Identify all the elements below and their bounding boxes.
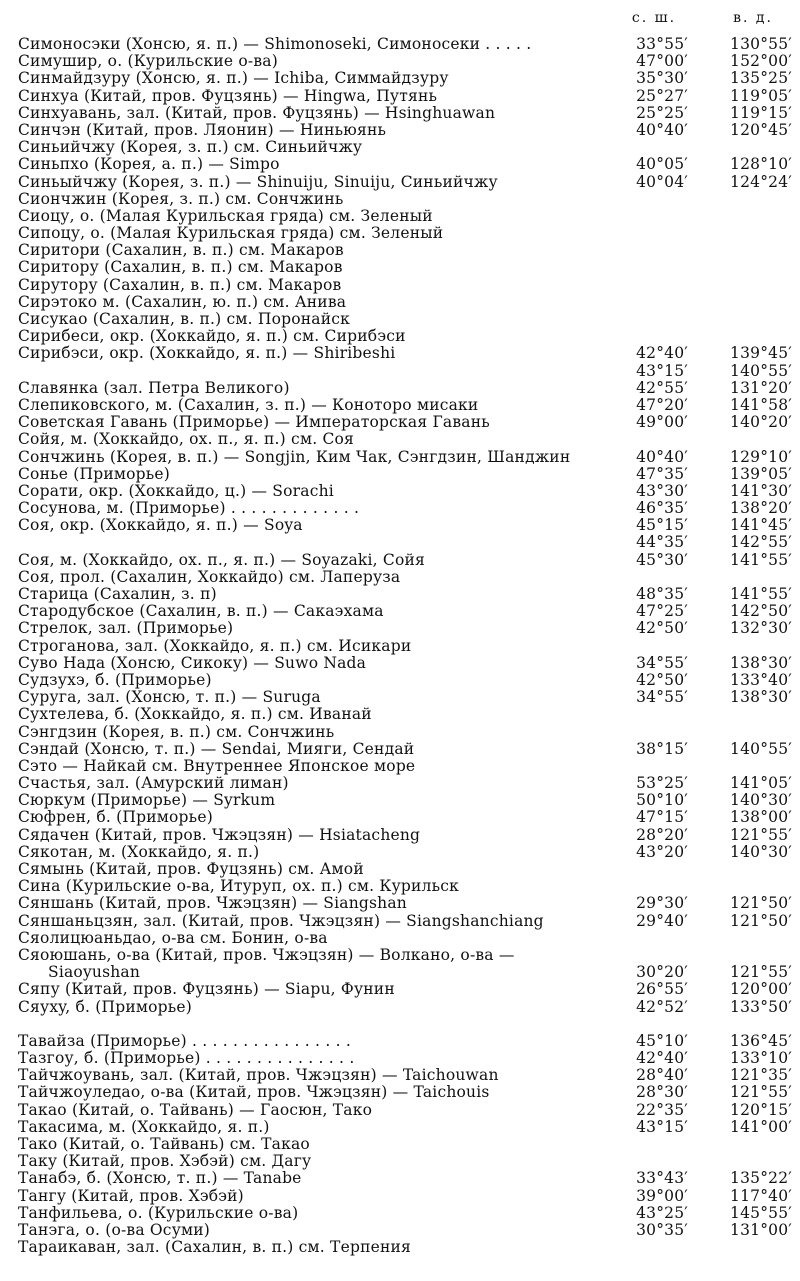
entry-longitude: 142°55′: [730, 533, 792, 552]
gazetteer-entries: [18, 36, 798, 1256]
entry-name: Сирибеси, окр. (Хоккайдо, я. п.) см. Сирибэси: [18, 328, 406, 346]
entry-name: Соя, прол. (Сахалин, Хоккайдо) см. Лаперуза: [18, 568, 401, 586]
entry-name: Синхуа (Китай, пров. Фуцзянь) — Hingwa, Путянь: [18, 87, 438, 105]
entry-longitude: 130°55′: [730, 35, 792, 53]
gazetteer-entry: [18, 139, 798, 156]
gazetteer-entry: [18, 1016, 798, 1033]
entry-name: Сорати, окр. (Хоккайдо, ц.) — Sorachi: [18, 482, 334, 500]
gazetteer-entry: [18, 569, 798, 586]
entry-longitude: 133°40′: [730, 670, 792, 689]
entry-name: Синьийчжу (Корея, з. п.) см. Синьийчжу: [18, 139, 363, 157]
entry-latitude: 40°40′: [636, 120, 688, 139]
entry-longitude: 136°45′: [730, 1031, 792, 1050]
entry-name: Сэто — Найкай см. Внутреннее Японское море: [18, 757, 416, 775]
entry-name: Строганова, зал. (Хоккайдо, я. п.) см. Исикари: [18, 637, 412, 655]
gazetteer-entry: [18, 964, 798, 981]
entry-latitude: 40°05′: [636, 155, 688, 174]
entry-name: Сирибэси, окр. (Хоккайдо, я. п.) — Shiribeshi: [18, 345, 396, 363]
gazetteer-entry: [18, 53, 798, 70]
entry-longitude: 152°00′: [730, 52, 792, 71]
gazetteer-entry: [18, 105, 798, 122]
entry-name: Симушир, о. (Курильские о-ва): [18, 53, 278, 71]
entry-name: Сядачен (Китай, пров. Чжэцзян) — Hsiatacheng: [18, 826, 421, 844]
gazetteer-entry: [18, 1222, 798, 1239]
entry-latitude: 49°00′: [636, 413, 688, 432]
gazetteer-entry: [18, 431, 798, 448]
entry-name: Стародубское (Сахалин, в. п.) — Сакаэхама: [18, 603, 384, 621]
entry-name: Сончжинь (Корея, в. п.) — Songjin, Ким Чак, Сэнгдзин, Шанджин: [18, 448, 571, 466]
entry-name: Танфильева, о. (Курильские о-ва): [18, 1204, 299, 1222]
gazetteer-entry: [18, 981, 798, 998]
gazetteer-entry: [18, 741, 798, 758]
entry-latitude: 25°25′: [636, 103, 688, 122]
entry-latitude: 47°00′: [636, 52, 688, 71]
gazetteer-entry: [18, 70, 798, 87]
entry-name: Сэнгдзин (Корея, в. п.) см. Сончжинь: [18, 723, 335, 741]
gazetteer-entry: [18, 999, 798, 1016]
entry-name: Сюркум (Приморье) — Syrkum: [18, 792, 276, 810]
longitude-header: в. д.: [733, 10, 773, 26]
entry-latitude: 42°52′: [636, 997, 688, 1016]
gazetteer-entry: [18, 655, 798, 672]
entry-latitude: 43°15′: [636, 361, 688, 380]
gazetteer-entry: [18, 861, 798, 878]
entry-longitude: 140°30′: [730, 842, 792, 861]
gazetteer-entry: [18, 294, 798, 311]
entry-name: Сиритору (Сахалин, в. п.) см. Макаров: [18, 259, 343, 277]
entry-latitude: 42°40′: [636, 344, 688, 363]
gazetteer-entry: [18, 930, 798, 947]
entry-name: Сиончжин (Корея, з. п.) см. Сончжинь: [18, 190, 344, 208]
gazetteer-entry: [18, 500, 798, 517]
gazetteer-entry: [18, 122, 798, 139]
entry-name: Сямынь (Китай, пров. Фуцзянь) см. Амой: [18, 861, 364, 878]
entry-longitude: 119°15′: [730, 103, 792, 122]
entry-latitude: 44°35′: [636, 533, 688, 552]
gazetteer-entry: [18, 449, 798, 466]
gazetteer-entry: [18, 1239, 798, 1256]
entry-name: Суво Нада (Хонсю, Сикоку) — Suwo Nada: [18, 654, 367, 672]
entry-latitude: 47°25′: [636, 602, 688, 621]
entry-latitude: 34°55′: [636, 688, 688, 707]
entry-latitude: 39°00′: [636, 1186, 688, 1205]
column-header: [0, 6, 800, 34]
gazetteer-entry: [18, 706, 798, 723]
entry-longitude: 135°22′: [730, 1169, 792, 1188]
entry-name: Сяухy, б. (Приморье): [18, 998, 193, 1016]
gazetteer-entry: [18, 328, 798, 345]
entry-latitude: 33°55′: [636, 35, 688, 53]
gazetteer-entry: [18, 466, 798, 483]
entry-name: Синьыйчжу (Корея, з. п.) — Shinuiju, Sinuiju, Синьийчжу: [18, 173, 498, 191]
gazetteer-entry: [18, 1033, 798, 1050]
gazetteer-entry: [18, 1170, 798, 1187]
gazetteer-entry: [18, 191, 798, 208]
entry-longitude: 131°20′: [730, 378, 792, 397]
entry-name: Тавайза (Приморье) . . . . . . . . . . . . . . . .: [18, 1032, 351, 1050]
entry-name: Слепиковского, м. (Сахалин, з. п.) — Коноторо мисаки: [18, 396, 479, 414]
entry-name: Сонье (Приморье): [18, 465, 171, 483]
entry-name: Тангу (Китай, пров. Хэбэй): [18, 1187, 244, 1205]
entry-name: Соя, м. (Хоккайдо, ох. п., я. п.) — Soyazaki, Сойя: [18, 551, 426, 569]
entry-name: Синьпхо (Корея, а. п.) — Simpo: [18, 156, 280, 174]
gazetteer-entry: [18, 689, 798, 706]
entry-name: Славянка (зал. Петра Великого): [18, 379, 290, 397]
entry-longitude: 132°30′: [730, 619, 792, 638]
entry-latitude: 35°30′: [636, 69, 688, 88]
entry-longitude: 145°55′: [730, 1203, 792, 1222]
entry-name: Сяолицюаньдао, о-ва см. Бонин, о-ва: [18, 929, 328, 947]
entry-longitude: 129°10′: [730, 447, 792, 466]
entry-latitude: 30°20′: [636, 963, 688, 982]
gazetteer-entry: [18, 517, 798, 534]
entry-longitude: 128°10′: [730, 155, 792, 174]
gazetteer-entry: [18, 311, 798, 328]
entry-latitude: 42°50′: [636, 619, 688, 638]
entry-name: Тако (Китай, о. Тайвань) см. Такао: [18, 1136, 310, 1153]
gazetteer-entry: [18, 809, 798, 826]
entry-name: Суруга, зал. (Хонсю, т. п.) — Suruga: [18, 689, 321, 707]
gazetteer-entry: [18, 36, 798, 53]
entry-name: Синчэн (Китай, пров. Ляонин) — Ниньюянь: [18, 121, 387, 139]
entry-name: Сисукао (Сахалин, в. п.) см. Поронайск: [18, 311, 351, 328]
entry-longitude: 133°50′: [730, 997, 792, 1016]
entry-latitude: 40°04′: [636, 172, 688, 191]
latitude-header: с. ш.: [631, 10, 677, 26]
entry-longitude: 141°55′: [730, 550, 792, 569]
entry-latitude: 33°43′: [636, 1169, 688, 1188]
entry-name: Тазгоу, б. (Приморье) . . . . . . . . . . . . . . .: [18, 1050, 355, 1068]
entry-longitude: 141°00′: [730, 1117, 792, 1136]
entry-name: Старица (Сахалин, з. п): [18, 586, 217, 603]
entry-latitude: 28°40′: [636, 1066, 688, 1085]
entry-latitude: 28°30′: [636, 1083, 688, 1102]
entry-latitude: 34°55′: [636, 653, 688, 672]
entry-name: Сиоцу, о. (Малая Курильская гряда) см. Зеленый: [18, 207, 433, 225]
entry-longitude: 140°55′: [730, 361, 792, 380]
entry-longitude: 135°25′: [730, 69, 792, 88]
entry-latitude: 25°27′: [636, 86, 688, 105]
gazetteer-entry: [18, 775, 798, 792]
gazetteer-entry: [18, 397, 798, 414]
entry-longitude: 120°45′: [730, 120, 792, 139]
entry-latitude: 53°25′: [636, 774, 688, 793]
entry-name: Сипоцу, о. (Малая Курильская гряда) см. Зеленый: [18, 225, 444, 243]
gazetteer-entry: [18, 363, 798, 380]
gazetteer-entry: [18, 792, 798, 809]
entry-latitude: 42°55′: [636, 378, 688, 397]
entry-latitude: 48°35′: [636, 585, 688, 603]
entry-longitude: 121°50′: [730, 894, 792, 913]
entry-name: Сухтелева, б. (Хоккайдо, я. п.) см. Иванай: [18, 706, 372, 724]
entry-latitude: 46°35′: [636, 499, 688, 518]
entry-name: Тараикаван, зал. (Сахалин, в. п.) см. Терпения: [18, 1239, 412, 1257]
gazetteer-entry: [18, 1050, 798, 1067]
gazetteer-entry: [18, 156, 798, 173]
entry-longitude: 119°05′: [730, 86, 792, 105]
entry-name: Таку (Китай, пров. Хэбэй) см. Дагу: [18, 1153, 312, 1171]
entry-name: Счастья, зал. (Амурский лиман): [18, 775, 289, 793]
entry-name: Сиритори (Сахалин, в. п.) см. Макаров: [18, 242, 344, 260]
gazetteer-entry: [18, 1188, 798, 1205]
gazetteer-entry: [18, 414, 798, 431]
entry-name: Симоносэки (Хонсю, я. п.) — Shimonoseki, Симоносеки . . . . .: [18, 36, 532, 53]
entry-latitude: 47°15′: [636, 808, 688, 827]
gazetteer-entry: [18, 277, 798, 294]
gazetteer-entry: [18, 620, 798, 637]
entry-latitude: 45°30′: [636, 550, 688, 569]
gazetteer-entry: [18, 208, 798, 225]
entry-longitude: 139°45′: [730, 344, 792, 363]
gazetteer-entry: [18, 878, 798, 895]
entry-latitude: 43°20′: [636, 842, 688, 861]
entry-longitude: 138°30′: [730, 688, 792, 707]
entry-longitude: 140°55′: [730, 739, 792, 758]
entry-longitude: 141°05′: [730, 774, 792, 793]
entry-longitude: 138°00′: [730, 808, 792, 827]
gazetteer-entry: [18, 638, 798, 655]
entry-longitude: 138°20′: [730, 499, 792, 518]
entry-name: Такасима, м. (Хоккайдо, я. п.): [18, 1118, 270, 1136]
entry-latitude: 43°15′: [636, 1117, 688, 1136]
entry-latitude: 38°15′: [636, 739, 688, 758]
gazetteer-entry: [18, 259, 798, 276]
entry-name: Тайчжоувань, зал. (Китай, пров. Чжэцзян) — Taichouwan: [18, 1067, 499, 1085]
gazetteer-entry: [18, 586, 798, 603]
gazetteer-entry: [18, 1084, 798, 1101]
entry-name: Сирэтоко м. (Сахалин, ю. п.) см. Анива: [18, 293, 347, 311]
entry-latitude: 22°35′: [636, 1100, 688, 1119]
entry-name: Танабэ, б. (Хонсю, т. п.) — Tanabe: [18, 1170, 302, 1188]
entry-longitude: 141°55′: [730, 585, 792, 603]
entry-longitude: 120°15′: [730, 1100, 792, 1119]
entry-latitude: 43°30′: [636, 481, 688, 500]
gazetteer-entry: [18, 174, 798, 191]
gazetteer-entry: [18, 827, 798, 844]
entry-name: Сойя, м. (Хоккайдо, ох. п., я. п.) см. Соя: [18, 431, 355, 449]
gazetteer-entry: [18, 88, 798, 105]
entry-name: Сэндай (Хонсю, т. п.) — Sendai, Мияги, Сендай: [18, 740, 415, 758]
gazetteer-entry: [18, 913, 798, 930]
gazetteer-entry: [18, 1102, 798, 1119]
entry-name: Синмайдзуру (Хонсю, я. п.) — Ichiba, Симмайдзуру: [18, 70, 449, 88]
entry-latitude: 30°35′: [636, 1220, 688, 1239]
entry-longitude: 120°00′: [730, 980, 792, 999]
entry-name: Сяоюшань, о-ва (Китай, пров. Чжэцзян) — Волкано, о-ва —: [18, 946, 515, 964]
entry-longitude: 140°30′: [730, 791, 792, 810]
entry-latitude: 47°20′: [636, 395, 688, 414]
gazetteer-entry: [18, 947, 798, 964]
entry-longitude: 117°40′: [730, 1186, 792, 1205]
entry-longitude: 121°55′: [730, 825, 792, 844]
entry-longitude: 121°55′: [730, 1083, 792, 1102]
entry-name: Сюфрен, б. (Приморье): [18, 809, 213, 827]
gazetteer-entry: [18, 552, 798, 569]
gazetteer-entry: [18, 483, 798, 500]
entry-name: Синхуавань, зал. (Китай, пров. Фуцзянь) — Hsinghuawan: [18, 104, 496, 122]
entry-longitude: 121°35′: [730, 1066, 792, 1085]
entry-longitude: 133°10′: [730, 1049, 792, 1068]
gazetteer-entry: [18, 603, 798, 620]
gazetteer-entry: [18, 1136, 798, 1153]
entry-name: Тайчжоуледао, о-ва (Китай, пров. Чжэцзян) — Taichouis: [18, 1084, 490, 1102]
gazetteer-entry: [18, 844, 798, 861]
entry-longitude: 141°58′: [730, 395, 792, 414]
entry-latitude: 29°30′: [636, 894, 688, 913]
entry-longitude: 121°50′: [730, 911, 792, 930]
entry-name: Сирутору (Сахалин, в. п.) см. Макаров: [18, 276, 342, 294]
gazetteer-entry: [18, 1153, 798, 1170]
entry-longitude: 131°00′: [730, 1220, 792, 1239]
entry-longitude: 141°30′: [730, 481, 792, 500]
entry-latitude: 29°40′: [636, 911, 688, 930]
entry-latitude: 28°20′: [636, 825, 688, 844]
gazetteer-entry: [18, 895, 798, 912]
entry-name: Соя, окр. (Хоккайдо, я. п.) — Soya: [18, 517, 303, 535]
entry-longitude: 124°24′: [730, 172, 792, 191]
entry-latitude: 45°10′: [636, 1031, 688, 1050]
entry-latitude: 26°55′: [636, 980, 688, 999]
entry-name: Сосунова, м. (Приморье) . . . . . . . . . . . . .: [18, 500, 360, 518]
entry-latitude: 50°10′: [636, 791, 688, 810]
entry-longitude: 140°20′: [730, 413, 792, 432]
gazetteer-entry: [18, 758, 798, 775]
gazetteer-entry: [18, 724, 798, 741]
entry-latitude: 42°50′: [636, 670, 688, 689]
entry-name: Судзухэ, б. (Приморье): [18, 671, 212, 689]
entry-longitude: 121°55′: [730, 963, 792, 982]
entry-name: Сяпу (Китай, пров. Фуцзянь) — Siapu, Фунин: [18, 981, 395, 999]
gazetteer-entry: [18, 672, 798, 689]
entry-name: Сина (Курильские о-ва, Итуруп, ох. п.) см. Курильск: [18, 878, 459, 896]
entry-longitude: 142°50′: [730, 602, 792, 621]
gazetteer-entry: [18, 1119, 798, 1136]
entry-name: Siaoyushan: [48, 964, 141, 982]
entry-longitude: 139°05′: [730, 464, 792, 483]
entry-name: Такао (Китай, о. Тайвань) — Гаосюн, Тако: [18, 1101, 373, 1119]
gazetteer-entry: [18, 534, 798, 551]
entry-latitude: 47°35′: [636, 464, 688, 483]
gazetteer-entry: [18, 1205, 798, 1222]
entry-name: Стрелок, зал. (Приморье): [18, 620, 234, 638]
gazetteer-entry: [18, 242, 798, 259]
entry-name: Сяншань (Китай, пров. Чжэцзян) — Siangshan: [18, 895, 407, 913]
gazetteer-entry: [18, 345, 798, 362]
entry-name: Танэга, о. (о-ва Осуми): [18, 1221, 211, 1239]
entry-name: Советская Гавань (Приморье) — Императорская Гавань: [18, 414, 490, 432]
entry-longitude: 141°45′: [730, 516, 792, 535]
gazetteer-entry: [18, 1067, 798, 1084]
entry-longitude: 138°30′: [730, 653, 792, 672]
entry-name: Сякотан, м. (Хоккайдо, я. п.): [18, 843, 260, 861]
entry-latitude: 43°25′: [636, 1203, 688, 1222]
gazetteer-entry: [18, 380, 798, 397]
entry-name: Сяншаньцзян, зал. (Китай, пров. Чжэцзян) — Siangshanchiang: [18, 912, 544, 930]
gazetteer-entry: [18, 225, 798, 242]
entry-latitude: 42°40′: [636, 1049, 688, 1068]
entry-latitude: 40°40′: [636, 447, 688, 466]
entry-latitude: 45°15′: [636, 516, 688, 535]
